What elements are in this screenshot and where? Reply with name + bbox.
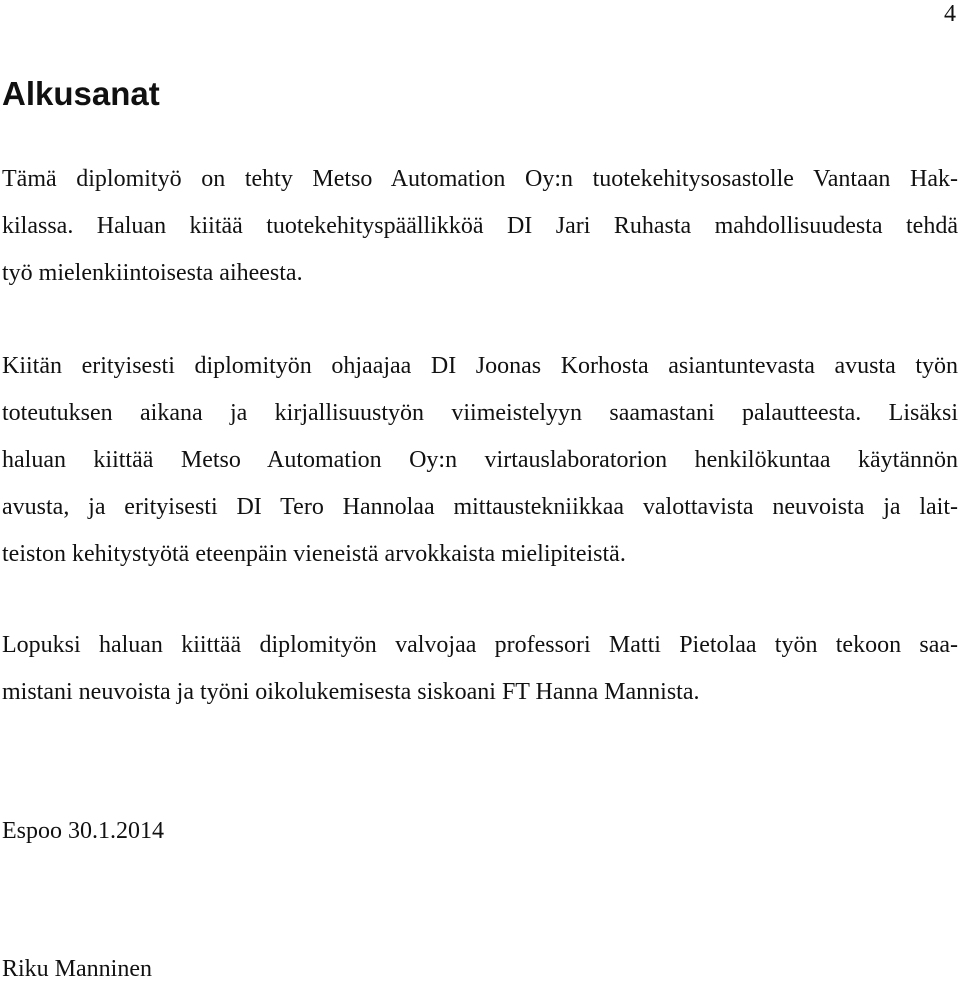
paragraph-line: työ mielenkiintoisesta aiheesta.	[2, 260, 303, 286]
author-name: Riku Manninen	[2, 956, 152, 982]
page-number: 4	[944, 1, 956, 27]
paragraph-3	[2, 622, 958, 716]
paragraph-line: kilassa. Haluan kiitää tuotekehityspäällikköä DI Jari Ruhasta mahdollisuudesta tehdä	[2, 213, 958, 239]
paragraph-1	[2, 156, 958, 297]
paragraph-line: teiston kehitystyötä eteenpäin vieneistä arvokkaista mielipiteistä.	[2, 541, 626, 567]
paragraph-line: toteutuksen aikana ja kirjallisuustyön viimeistelyyn saamastani palautteesta. Lisäksi	[2, 400, 958, 426]
place-date: Espoo 30.1.2014	[2, 818, 164, 844]
page-title: Alkusanat	[2, 75, 160, 112]
paragraph-line: avusta, ja erityisesti DI Tero Hannolaa mittaustekniikkaa valottavista neuvoista ja lait-	[2, 494, 958, 520]
paragraph-line: Kiitän erityisesti diplomityön ohjaajaa DI Joonas Korhosta asiantuntevasta avusta työn	[2, 353, 958, 379]
paragraph-2	[2, 343, 958, 578]
paragraph-line: mistani neuvoista ja työni oikolukemisesta siskoani FT Hanna Mannista.	[2, 679, 700, 705]
paragraph-line: haluan kiittää Metso Automation Oy:n virtauslaboratorion henkilökuntaa käytännön	[2, 447, 958, 473]
paragraph-line: Lopuksi haluan kiittää diplomityön valvojaa professori Matti Pietolaa työn tekoon saa-	[2, 632, 958, 658]
paragraph-line: Tämä diplomityö on tehty Metso Automation Oy:n tuotekehitysosastolle Vantaan Hak-	[2, 166, 958, 192]
